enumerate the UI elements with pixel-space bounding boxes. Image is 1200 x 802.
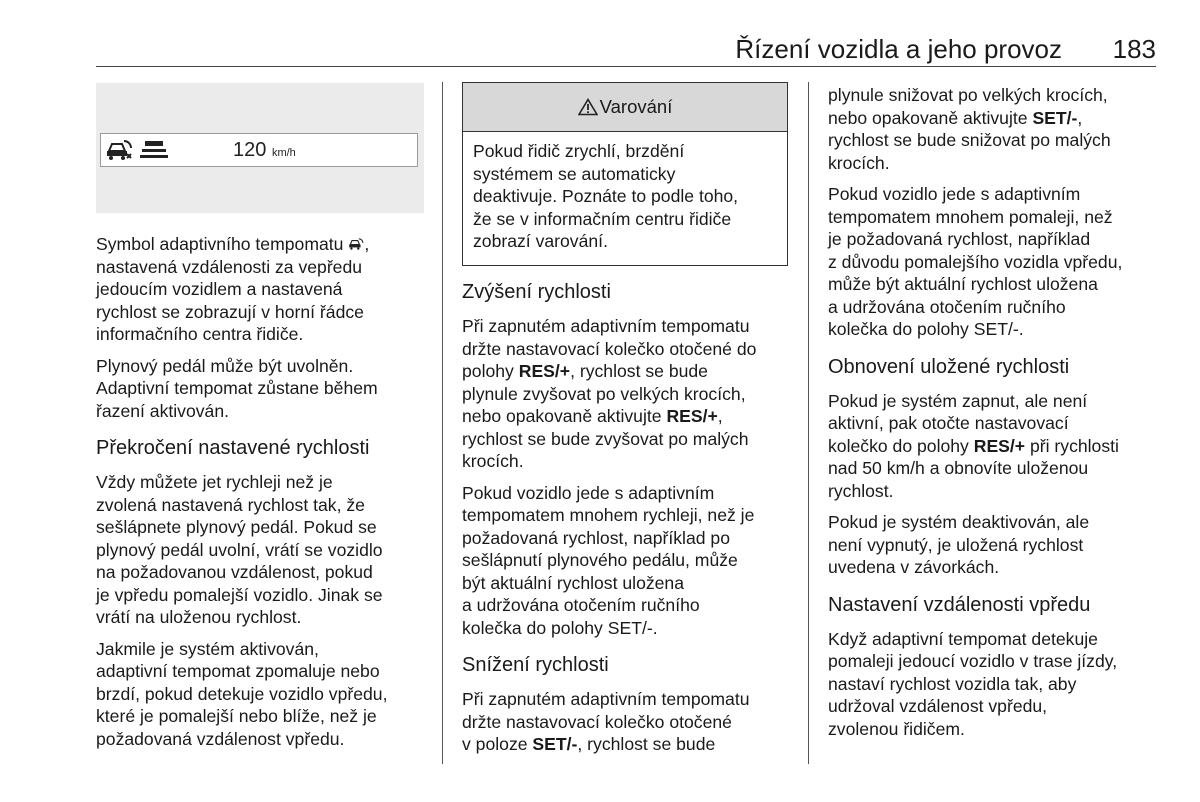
heading-restore-speed: Obnovení uložené rychlosti — [828, 355, 1070, 378]
adaptive-cruise-control-icon — [105, 138, 133, 162]
following-distance-icon — [137, 140, 169, 162]
page-header-title: Řízení vozidla a jeho provoz — [735, 34, 1062, 64]
text-span: Symbol adaptivního tempomatu — [96, 234, 349, 254]
adaptive-cruise-control-inline-icon — [348, 237, 364, 251]
paragraph-deactivated: Pokud je systém deaktivován, ale není vypnutý, je uložená rychlost uvedena v závorkách. — [828, 512, 1090, 577]
column-2 — [462, 266, 802, 765]
res-plus-label: RES/+ — [518, 361, 571, 381]
column-divider-right — [808, 82, 809, 764]
column-3 — [828, 84, 1173, 749]
text-span: plynule snižovat po velkých krocích, nebo opakovaně aktivujte — [828, 85, 1108, 128]
set-speed-value: 120 — [233, 139, 267, 161]
set-speed-readout — [233, 139, 296, 162]
paragraph-exceed-speed: Vždy můžete jet rychleji než je zvolená nastavená rychlost tak, že sešlápnete plynový pedál. Pokud se plynový pedál uvolní, vrátí se vozidlo na požadovanou vzdálenost, pokud je vpředu pomalejší vozidlo. Jinak se vrátí na uloženou rychlost. — [96, 472, 383, 627]
column-divider-left — [442, 82, 443, 764]
paragraph-acc-symbol — [96, 233, 436, 346]
display-strip — [100, 133, 418, 167]
page-number: 183 — [1112, 34, 1156, 64]
paragraph-restore-speed — [828, 390, 1173, 503]
warning-text: Pokud řidič zrychlí, brzdění systémem se automaticky deaktivuje. Poznáte to podle toho, že se v informačním centru řidiče zobrazí varování. — [473, 141, 739, 251]
paragraph-system-active: Jakmile je systém aktivován, adaptivní tempomat zpomaluje nebo brzdí, pokud detekuje vozidlo vpředu, které je pomalejší nebo blíže, než je požadovaná vzdálenost vpředu. — [96, 638, 388, 749]
set-minus-label: SET/- — [1032, 107, 1078, 128]
column-1 — [96, 233, 436, 759]
paragraph-increase-speed — [462, 315, 802, 473]
header-rule — [96, 66, 1156, 67]
text-span: při rychlosti nad 50 km/h a obnovíte uloženou rychlost. — [828, 435, 1119, 501]
text-span: , rychlost se bude plynule zvyšovat po velkých krocích, nebo opakovaně aktivujte — [462, 361, 746, 426]
text-span: , nastavená vzdálenosti za vepředu jedoucím vozidlem a nastavená rychlost se zobrazují v horní řádce informačního centra řidiče. — [96, 234, 370, 344]
res-plus-label: RES/+ — [666, 406, 718, 426]
paragraph-slower-vehicle: Pokud vozidlo jede s adaptivním tempomatem mnohem pomaleji, než je požadovaná rychlost, například z důvodu pomalejšího vozidla vpředu, může být aktuální rychlost uložena a udržována otočením ručního kolečka do polohy SET/-. — [828, 184, 1123, 339]
text-span: Pokud je systém zapnut, ale není aktivní, pak otočte nastavovací kolečko do polohy — [828, 390, 1088, 456]
text-span: Při zapnutém adaptivním tempomatu držte nastavovací kolečko otočené v poloze — [462, 689, 750, 754]
set-speed-unit: km/h — [271, 147, 296, 159]
warning-title: Varování — [599, 96, 673, 117]
warning-box — [462, 82, 788, 266]
text-span: , rychlost se bude snižovat po malých krocích. — [828, 107, 1111, 173]
warning-triangle-icon — [578, 98, 598, 116]
warning-header — [463, 83, 787, 132]
paragraph-faster-vehicle: Pokud vozidlo jede s adaptivním tempomatem mnohem rychleji, než je požadovaná rychlost, například po sešlápnutí plynového pedálu, může být aktuální rychlost uložena a udržována otočením ručního kolečka do polohy SET/-. — [462, 482, 755, 638]
heading-distance-setting: Nastavení vzdálenosti vpředu — [828, 593, 1091, 616]
paragraph-decrease-continued — [828, 84, 1173, 174]
text-span: Při zapnutém adaptivním tempomatu držte nastavovací kolečko otočené do polohy — [462, 316, 757, 381]
heading-decrease-speed: Snížení rychlosti — [462, 654, 609, 676]
instrument-display-figure — [96, 83, 424, 213]
heading-increase-speed: Zvýšení rychlosti — [462, 281, 611, 303]
text-span: , rychlost se bude — [577, 734, 716, 754]
text-span: , rychlost se bude zvyšovat po malých krocích. — [462, 406, 749, 471]
set-minus-label: SET/- — [532, 734, 578, 754]
paragraph-decrease-speed — [462, 688, 802, 756]
paragraph-distance-setting: Když adaptivní tempomat detekuje pomaleji jedoucí vozidlo v trase jízdy, nastaví rychlost vozidla tak, aby udržoval vzdálenost vpředu, zvolenou řidičem. — [828, 628, 1118, 739]
heading-exceed-speed: Překročení nastavené rychlosti — [96, 437, 370, 459]
paragraph-pedal-release: Plynový pedál může být uvolněn. Adaptivní tempomat zůstane během řazení aktivován. — [96, 355, 378, 421]
res-plus-label: RES/+ — [973, 435, 1026, 456]
